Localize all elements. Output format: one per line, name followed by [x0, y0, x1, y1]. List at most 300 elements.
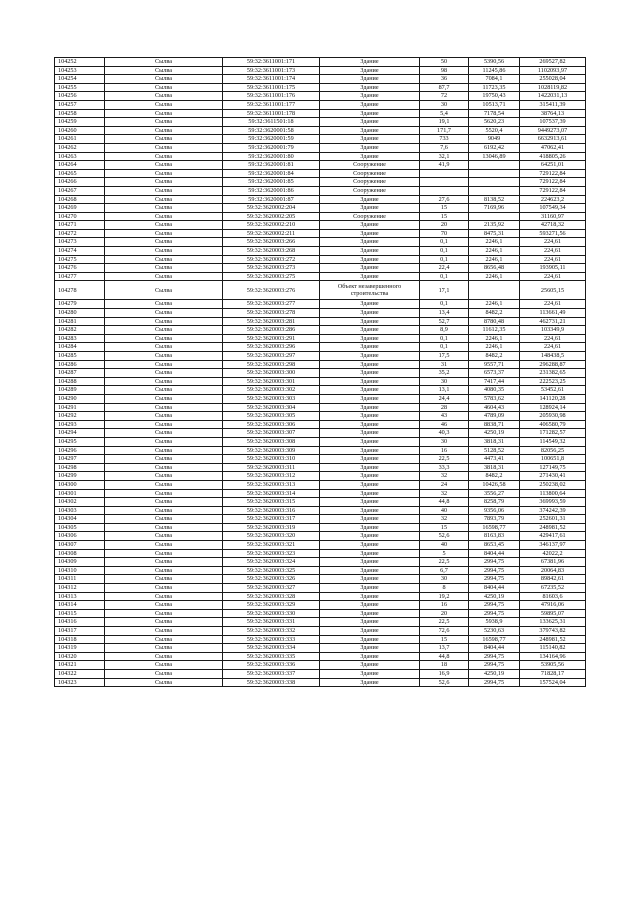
area-cell: 5,4: [420, 109, 469, 118]
locality-cell: Сылва: [105, 455, 223, 464]
unit-value-cell: 11612,35: [469, 326, 520, 335]
cadastral-value-cell: 729122,84: [520, 186, 586, 195]
unit-value-cell: 5390,56: [469, 58, 520, 67]
locality-cell: Сылва: [105, 515, 223, 524]
table-row: [55, 644, 586, 653]
cadastral-value-cell: 346137,97: [520, 541, 586, 550]
cadastral-number-cell: 59:32:3620003:310: [223, 455, 320, 464]
locality-cell: Сылва: [105, 652, 223, 661]
cadastral-value-cell: 1422031,13: [520, 92, 586, 101]
object-type-cell: Здание: [320, 532, 420, 541]
locality-cell: Сылва: [105, 618, 223, 627]
locality-cell: Сылва: [105, 584, 223, 593]
cadastral-value-cell: 6632913,61: [520, 135, 586, 144]
locality-cell: Сылва: [105, 326, 223, 335]
cadastral-number-cell: 59:32:3620002:205: [223, 212, 320, 221]
unit-value-cell: 9049: [469, 135, 520, 144]
record-id-cell: 104273: [55, 238, 105, 247]
cadastral-number-cell: 59:32:3620003:276: [223, 281, 320, 300]
unit-value-cell: 2994,75: [469, 661, 520, 670]
cadastral-number-cell: 59:32:3611001:173: [223, 66, 320, 75]
cadastral-value-cell: 462731,21: [520, 317, 586, 326]
locality-cell: Сылва: [105, 272, 223, 281]
unit-value-cell: 16598,77: [469, 635, 520, 644]
area-cell: 20: [420, 221, 469, 230]
table-row: [55, 609, 586, 618]
cadastral-number-cell: 59:32:3611001:171: [223, 58, 320, 67]
area-cell: 87,7: [420, 83, 469, 92]
object-type-cell: Сооружение: [320, 186, 420, 195]
area-cell: 22,5: [420, 618, 469, 627]
object-type-cell: Здание: [320, 204, 420, 213]
cadastral-number-cell: 59:32:3620003:272: [223, 255, 320, 264]
area-cell: 41,9: [420, 161, 469, 170]
unit-value-cell: [469, 186, 520, 195]
cadastral-value-cell: 369993,59: [520, 498, 586, 507]
cadastral-value-cell: 224,61: [520, 255, 586, 264]
cadastral-number-cell: 59:32:3620001:84: [223, 169, 320, 178]
unit-value-cell: 7169,96: [469, 204, 520, 213]
record-id-cell: 104268: [55, 195, 105, 204]
cadastral-number-cell: 59:32:3611001:178: [223, 109, 320, 118]
object-type-cell: Здание: [320, 523, 420, 532]
locality-cell: Сылва: [105, 334, 223, 343]
locality-cell: Сылва: [105, 523, 223, 532]
table-row: [55, 66, 586, 75]
cadastral-number-cell: 59:32:3620001:80: [223, 152, 320, 161]
cadastral-number-cell: 59:32:3611001:177: [223, 100, 320, 109]
cadastral-number-cell: 59:32:3620003:315: [223, 498, 320, 507]
table-row: [55, 377, 586, 386]
record-id-cell: 104298: [55, 463, 105, 472]
unit-value-cell: 8838,71: [469, 420, 520, 429]
locality-cell: Сылва: [105, 186, 223, 195]
unit-value-cell: 8482,2: [469, 472, 520, 481]
cadastral-value-cell: 53905,56: [520, 661, 586, 670]
area-cell: 0,1: [420, 255, 469, 264]
unit-value-cell: 7178,54: [469, 109, 520, 118]
object-type-cell: Здание: [320, 238, 420, 247]
area-cell: 72: [420, 92, 469, 101]
unit-value-cell: 9356,06: [469, 506, 520, 515]
table-row: [55, 403, 586, 412]
unit-value-cell: 2994,75: [469, 575, 520, 584]
area-cell: 16,9: [420, 669, 469, 678]
record-id-cell: 104317: [55, 627, 105, 636]
area-cell: 0,1: [420, 238, 469, 247]
record-id-cell: 104277: [55, 272, 105, 281]
unit-value-cell: 8404,44: [469, 584, 520, 593]
object-type-cell: Здание: [320, 386, 420, 395]
area-cell: 40: [420, 506, 469, 515]
object-type-cell: Здание: [320, 221, 420, 230]
locality-cell: Сылва: [105, 343, 223, 352]
unit-value-cell: 2994,75: [469, 566, 520, 575]
cadastral-number-cell: 59:32:3620001:87: [223, 195, 320, 204]
record-id-cell: 104323: [55, 678, 105, 687]
object-type-cell: Сооружение: [320, 212, 420, 221]
unit-value-cell: 10426,58: [469, 480, 520, 489]
cadastral-value-cell: 141120,28: [520, 394, 586, 403]
area-cell: [420, 186, 469, 195]
record-id-cell: 104292: [55, 412, 105, 421]
unit-value-cell: 9557,71: [469, 360, 520, 369]
cadastral-value-cell: 271430,41: [520, 472, 586, 481]
record-id-cell: 104322: [55, 669, 105, 678]
object-type-cell: Здание: [320, 463, 420, 472]
cadastral-value-cell: 82056,25: [520, 446, 586, 455]
unit-value-cell: 11245,86: [469, 66, 520, 75]
object-type-cell: Здание: [320, 195, 420, 204]
area-cell: 171,7: [420, 126, 469, 135]
unit-value-cell: 2994,75: [469, 652, 520, 661]
locality-cell: Сылва: [105, 126, 223, 135]
cadastral-number-cell: 59:32:3611501:18: [223, 118, 320, 127]
cadastral-value-cell: 103349,9: [520, 326, 586, 335]
unit-value-cell: 3818,31: [469, 437, 520, 446]
unit-value-cell: 2135,92: [469, 221, 520, 230]
locality-cell: Сылва: [105, 83, 223, 92]
locality-cell: Сылва: [105, 549, 223, 558]
object-type-cell: Здание: [320, 135, 420, 144]
locality-cell: Сылва: [105, 472, 223, 481]
table-row: [55, 195, 586, 204]
cadastral-value-cell: 107537,39: [520, 118, 586, 127]
area-cell: 8,9: [420, 326, 469, 335]
cadastral-number-cell: 59:32:3620003:338: [223, 678, 320, 687]
object-type-cell: Здание: [320, 515, 420, 524]
area-cell: 35,2: [420, 369, 469, 378]
cadastral-value-cell: 224,61: [520, 238, 586, 247]
object-type-cell: Здание: [320, 420, 420, 429]
cadastral-number-cell: 59:32:3620003:319: [223, 523, 320, 532]
table-body: [55, 58, 586, 687]
object-type-cell: Здание: [320, 300, 420, 309]
locality-cell: Сылва: [105, 592, 223, 601]
unit-value-cell: 2246,1: [469, 272, 520, 281]
unit-value-cell: [469, 178, 520, 187]
cadastral-value-cell: 729122,84: [520, 178, 586, 187]
area-cell: 98: [420, 66, 469, 75]
area-cell: 33,3: [420, 463, 469, 472]
area-cell: 0,1: [420, 247, 469, 256]
record-id-cell: 104301: [55, 489, 105, 498]
area-cell: 22,5: [420, 558, 469, 567]
area-cell: 40,3: [420, 429, 469, 438]
record-id-cell: 104296: [55, 446, 105, 455]
unit-value-cell: 2994,75: [469, 558, 520, 567]
cadastral-value-cell: 113800,64: [520, 489, 586, 498]
cadastral-value-cell: 115140,82: [520, 644, 586, 653]
table-row: [55, 255, 586, 264]
cadastral-number-cell: 59:32:3611001:176: [223, 92, 320, 101]
object-type-cell: Здание: [320, 92, 420, 101]
cadastral-number-cell: 59:32:3620003:329: [223, 601, 320, 610]
record-id-cell: 104287: [55, 369, 105, 378]
locality-cell: Сылва: [105, 352, 223, 361]
cadastral-number-cell: 59:32:3611001:174: [223, 75, 320, 84]
locality-cell: Сылва: [105, 463, 223, 472]
cadastral-number-cell: 59:32:3620001:59: [223, 135, 320, 144]
area-cell: 72,6: [420, 627, 469, 636]
cadastral-number-cell: 59:32:3620003:306: [223, 420, 320, 429]
unit-value-cell: 8780,48: [469, 317, 520, 326]
area-cell: 0,1: [420, 343, 469, 352]
object-type-cell: Здание: [320, 352, 420, 361]
record-id-cell: 104308: [55, 549, 105, 558]
locality-cell: Сылва: [105, 309, 223, 318]
cadastral-number-cell: 59:32:3620003:300: [223, 369, 320, 378]
unit-value-cell: 5128,52: [469, 446, 520, 455]
unit-value-cell: 2246,1: [469, 334, 520, 343]
locality-cell: Сылва: [105, 281, 223, 300]
cadastral-value-cell: 47062,41: [520, 143, 586, 152]
object-type-cell: Здание: [320, 109, 420, 118]
area-cell: 15: [420, 523, 469, 532]
cadastral-number-cell: 59:32:3620003:281: [223, 317, 320, 326]
table-row: [55, 455, 586, 464]
area-cell: 52,6: [420, 532, 469, 541]
area-cell: 27,6: [420, 195, 469, 204]
table-row: [55, 463, 586, 472]
cadastral-value-cell: 42022,2: [520, 549, 586, 558]
table-row: [55, 334, 586, 343]
unit-value-cell: 4080,35: [469, 386, 520, 395]
cadastral-number-cell: 59:32:3620003:335: [223, 652, 320, 661]
object-type-cell: Здание: [320, 541, 420, 550]
record-id-cell: 104284: [55, 343, 105, 352]
locality-cell: Сылва: [105, 195, 223, 204]
locality-cell: Сылва: [105, 229, 223, 238]
object-type-cell: Здание: [320, 480, 420, 489]
table-row: [55, 317, 586, 326]
record-id-cell: 104309: [55, 558, 105, 567]
locality-cell: Сылва: [105, 58, 223, 67]
unit-value-cell: 5620,23: [469, 118, 520, 127]
locality-cell: Сылва: [105, 532, 223, 541]
record-id-cell: 104264: [55, 161, 105, 170]
unit-value-cell: 5783,62: [469, 394, 520, 403]
object-type-cell: Здание: [320, 75, 420, 84]
unit-value-cell: 5520,4: [469, 126, 520, 135]
table-row: [55, 92, 586, 101]
record-id-cell: 104311: [55, 575, 105, 584]
table-row: [55, 386, 586, 395]
locality-cell: Сылва: [105, 317, 223, 326]
record-id-cell: 104286: [55, 360, 105, 369]
unit-value-cell: 8653,45: [469, 541, 520, 550]
locality-cell: Сылва: [105, 100, 223, 109]
record-id-cell: 104303: [55, 506, 105, 515]
area-cell: 20: [420, 609, 469, 618]
area-cell: 28: [420, 403, 469, 412]
object-type-cell: Здание: [320, 317, 420, 326]
object-type-cell: Здание: [320, 412, 420, 421]
area-cell: 30: [420, 437, 469, 446]
locality-cell: Сылва: [105, 635, 223, 644]
object-type-cell: Здание: [320, 118, 420, 127]
record-id-cell: 104281: [55, 317, 105, 326]
record-id-cell: 104266: [55, 178, 105, 187]
cadastral-value-cell: 222523,25: [520, 377, 586, 386]
table-row: [55, 437, 586, 446]
locality-cell: Сылва: [105, 627, 223, 636]
table-row: [55, 229, 586, 238]
area-cell: 5: [420, 549, 469, 558]
table-row: [55, 506, 586, 515]
cadastral-value-cell: 148438,5: [520, 352, 586, 361]
unit-value-cell: 16598,77: [469, 523, 520, 532]
table-row: [55, 369, 586, 378]
cadastral-number-cell: 59:32:3620003:330: [223, 609, 320, 618]
object-type-cell: Здание: [320, 152, 420, 161]
area-cell: [420, 169, 469, 178]
record-id-cell: 104318: [55, 635, 105, 644]
area-cell: 31: [420, 360, 469, 369]
locality-cell: Сылва: [105, 437, 223, 446]
cadastral-value-cell: 593271,56: [520, 229, 586, 238]
table-row: [55, 326, 586, 335]
table-row: [55, 412, 586, 421]
locality-cell: Сылва: [105, 161, 223, 170]
area-cell: 44,8: [420, 498, 469, 507]
area-cell: 52,7: [420, 317, 469, 326]
area-cell: 30: [420, 575, 469, 584]
area-cell: 17,5: [420, 352, 469, 361]
record-id-cell: 104295: [55, 437, 105, 446]
record-id-cell: 104314: [55, 601, 105, 610]
record-id-cell: 104254: [55, 75, 105, 84]
table-row: [55, 480, 586, 489]
area-cell: 32: [420, 489, 469, 498]
area-cell: 6,7: [420, 566, 469, 575]
object-type-cell: Здание: [320, 126, 420, 135]
area-cell: 13,1: [420, 386, 469, 395]
locality-cell: Сылва: [105, 575, 223, 584]
table-row: [55, 169, 586, 178]
cadastral-value-cell: 64251,01: [520, 161, 586, 170]
table-row: [55, 661, 586, 670]
object-type-cell: Здание: [320, 58, 420, 67]
cadastral-value-cell: 255028,04: [520, 75, 586, 84]
area-cell: 15: [420, 204, 469, 213]
area-cell: 7,6: [420, 143, 469, 152]
locality-cell: Сылва: [105, 429, 223, 438]
table-row: [55, 126, 586, 135]
table-row: [55, 635, 586, 644]
table-row: [55, 515, 586, 524]
unit-value-cell: 4250,19: [469, 429, 520, 438]
object-type-cell: Здание: [320, 566, 420, 575]
locality-cell: Сылва: [105, 558, 223, 567]
table-row: [55, 669, 586, 678]
locality-cell: Сылва: [105, 566, 223, 575]
cadastral-value-cell: 224,61: [520, 300, 586, 309]
cadastral-number-cell: 59:32:3620003:307: [223, 429, 320, 438]
record-id-cell: 104258: [55, 109, 105, 118]
object-type-cell: Здание: [320, 592, 420, 601]
object-type-cell: Объект незавершенного строительства: [320, 281, 420, 300]
unit-value-cell: 6192,42: [469, 143, 520, 152]
locality-cell: Сылва: [105, 255, 223, 264]
locality-cell: Сылва: [105, 212, 223, 221]
unit-value-cell: 11723,35: [469, 83, 520, 92]
cadastral-value-cell: 38764,13: [520, 109, 586, 118]
object-type-cell: Здание: [320, 309, 420, 318]
cadastral-number-cell: 59:32:3620003:328: [223, 592, 320, 601]
record-id-cell: 104310: [55, 566, 105, 575]
cadastral-number-cell: 59:32:3620003:291: [223, 334, 320, 343]
object-type-cell: Здание: [320, 247, 420, 256]
area-cell: 13,7: [420, 644, 469, 653]
unit-value-cell: 8482,2: [469, 352, 520, 361]
area-cell: 32: [420, 472, 469, 481]
unit-value-cell: 3818,31: [469, 463, 520, 472]
locality-cell: Сылва: [105, 446, 223, 455]
cadastral-number-cell: 59:32:3620003:324: [223, 558, 320, 567]
object-type-cell: Здание: [320, 558, 420, 567]
object-type-cell: Здание: [320, 506, 420, 515]
locality-cell: Сылва: [105, 420, 223, 429]
locality-cell: Сылва: [105, 669, 223, 678]
locality-cell: Сылва: [105, 143, 223, 152]
cadastral-number-cell: 59:32:3620002:211: [223, 229, 320, 238]
table-row: [55, 472, 586, 481]
cadastral-number-cell: 59:32:3620003:316: [223, 506, 320, 515]
cadastral-value-cell: 224,61: [520, 247, 586, 256]
unit-value-cell: 8475,31: [469, 229, 520, 238]
object-type-cell: Здание: [320, 360, 420, 369]
cadastral-value-cell: 374242,39: [520, 506, 586, 515]
table-row: [55, 532, 586, 541]
cadastral-value-cell: 20064,83: [520, 566, 586, 575]
table-row: [55, 204, 586, 213]
record-id-cell: 104289: [55, 386, 105, 395]
cadastral-number-cell: 59:32:3620003:312: [223, 472, 320, 481]
table-row: [55, 300, 586, 309]
record-id-cell: 104302: [55, 498, 105, 507]
unit-value-cell: 8482,2: [469, 309, 520, 318]
area-cell: 32: [420, 515, 469, 524]
locality-cell: Сылва: [105, 609, 223, 618]
record-id-cell: 104276: [55, 264, 105, 273]
area-cell: 19,2: [420, 592, 469, 601]
locality-cell: Сылва: [105, 394, 223, 403]
area-cell: 19,1: [420, 118, 469, 127]
table-row: [55, 575, 586, 584]
cadastral-number-cell: 59:32:3620003:332: [223, 627, 320, 636]
locality-cell: Сылва: [105, 480, 223, 489]
area-cell: 46: [420, 420, 469, 429]
record-id-cell: 104307: [55, 541, 105, 550]
record-id-cell: 104315: [55, 609, 105, 618]
cadastral-number-cell: 59:32:3620003:337: [223, 669, 320, 678]
area-cell: 30: [420, 100, 469, 109]
cadastral-number-cell: 59:32:3620003:311: [223, 463, 320, 472]
cadastral-value-cell: 224,61: [520, 334, 586, 343]
table-row: [55, 118, 586, 127]
record-id-cell: 104291: [55, 403, 105, 412]
object-type-cell: Здание: [320, 609, 420, 618]
locality-cell: Сылва: [105, 498, 223, 507]
object-type-cell: Здание: [320, 575, 420, 584]
unit-value-cell: 2246,1: [469, 300, 520, 309]
cadastral-value-cell: 42718,32: [520, 221, 586, 230]
record-id-cell: 104294: [55, 429, 105, 438]
cadastral-number-cell: 59:32:3620003:326: [223, 575, 320, 584]
unit-value-cell: 7417,44: [469, 377, 520, 386]
cadastral-number-cell: 59:32:3620003:308: [223, 437, 320, 446]
